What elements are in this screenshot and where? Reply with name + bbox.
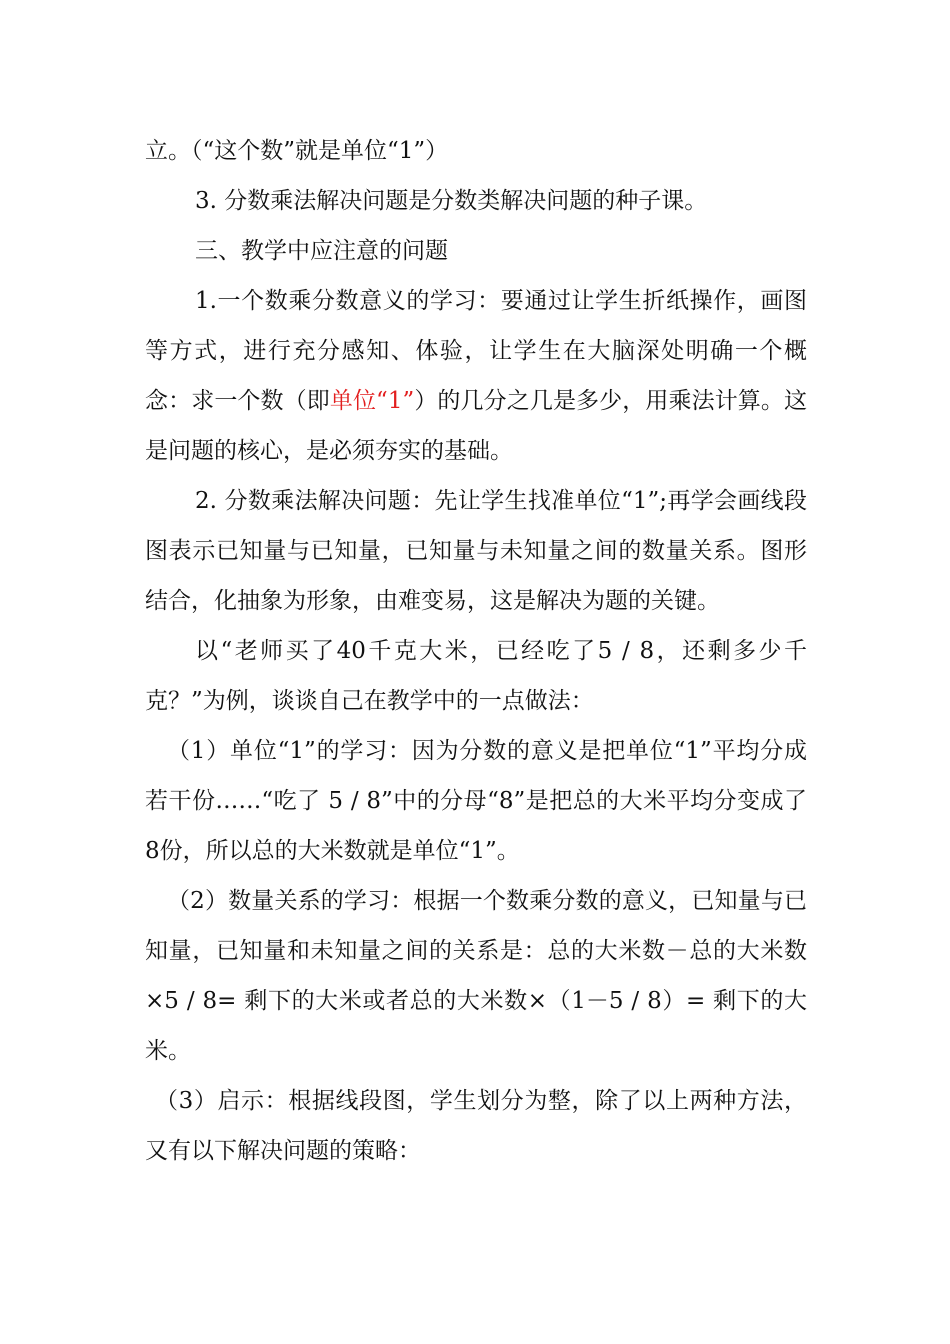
paragraph-sub-1: （1）单位“1”的学习：因为分数的意义是把单位“1”平均分成若干份……“吃了 5 / 8”中的分母“8”是把总的大米平均分变成了8份，所以总的大米数就是单位“1”。 (145, 738, 807, 864)
paragraph-note-1 (145, 276, 807, 476)
paragraph-continuation: 立。（“这个数”就是单位“1”） (145, 138, 449, 164)
paragraph-note-1-text-a: 1.一个数乘分数意义的学习：要通过让学生折纸操作，画图等方式，进行充分感知、体验，让学生在大脑深处明确一个概念：求一个数（即 (145, 288, 807, 414)
document-body (145, 126, 807, 1176)
paragraph-point-3: 3. 分数乘法解决问题是分数类解决问题的种子课。 (195, 188, 708, 214)
paragraph-note-1-text-b: ）的几分之几是多少，用乘法计算。这是问题的核心，是必须夯实的基础。 (145, 388, 808, 464)
paragraph-sub-2: （2）数量关系的学习：根据一个数乘分数的意义，已知量与已知量，已知量和未知量之间的关系是：总的大米数－总的大米数×5 / 8= 剩下的大米或者总的大米数×（1－5 / 8）= 剩下的大米。 (145, 888, 807, 1064)
section-heading-3: 三、教学中应注意的问题 (195, 238, 448, 264)
paragraph-example: 以“老师买了40千克大米，已经吃了5 / 8，还剩多少千克？”为例，谈谈自己在教学中的一点做法： (145, 638, 807, 714)
highlighted-unit-one: 单位“1” (329, 388, 415, 414)
paragraph-note-2: 2. 分数乘法解决问题：先让学生找准单位“1”;再学会画线段图表示已知量与已知量，已知量与未知量之间的数量关系。图形结合，化抽象为形象，由难变易，这是解决为题的关键。 (145, 488, 807, 614)
paragraph-sub-3: （3）启示：根据线段图，学生划分为整，除了以上两种方法，又有以下解决问题的策略： (145, 1088, 807, 1164)
